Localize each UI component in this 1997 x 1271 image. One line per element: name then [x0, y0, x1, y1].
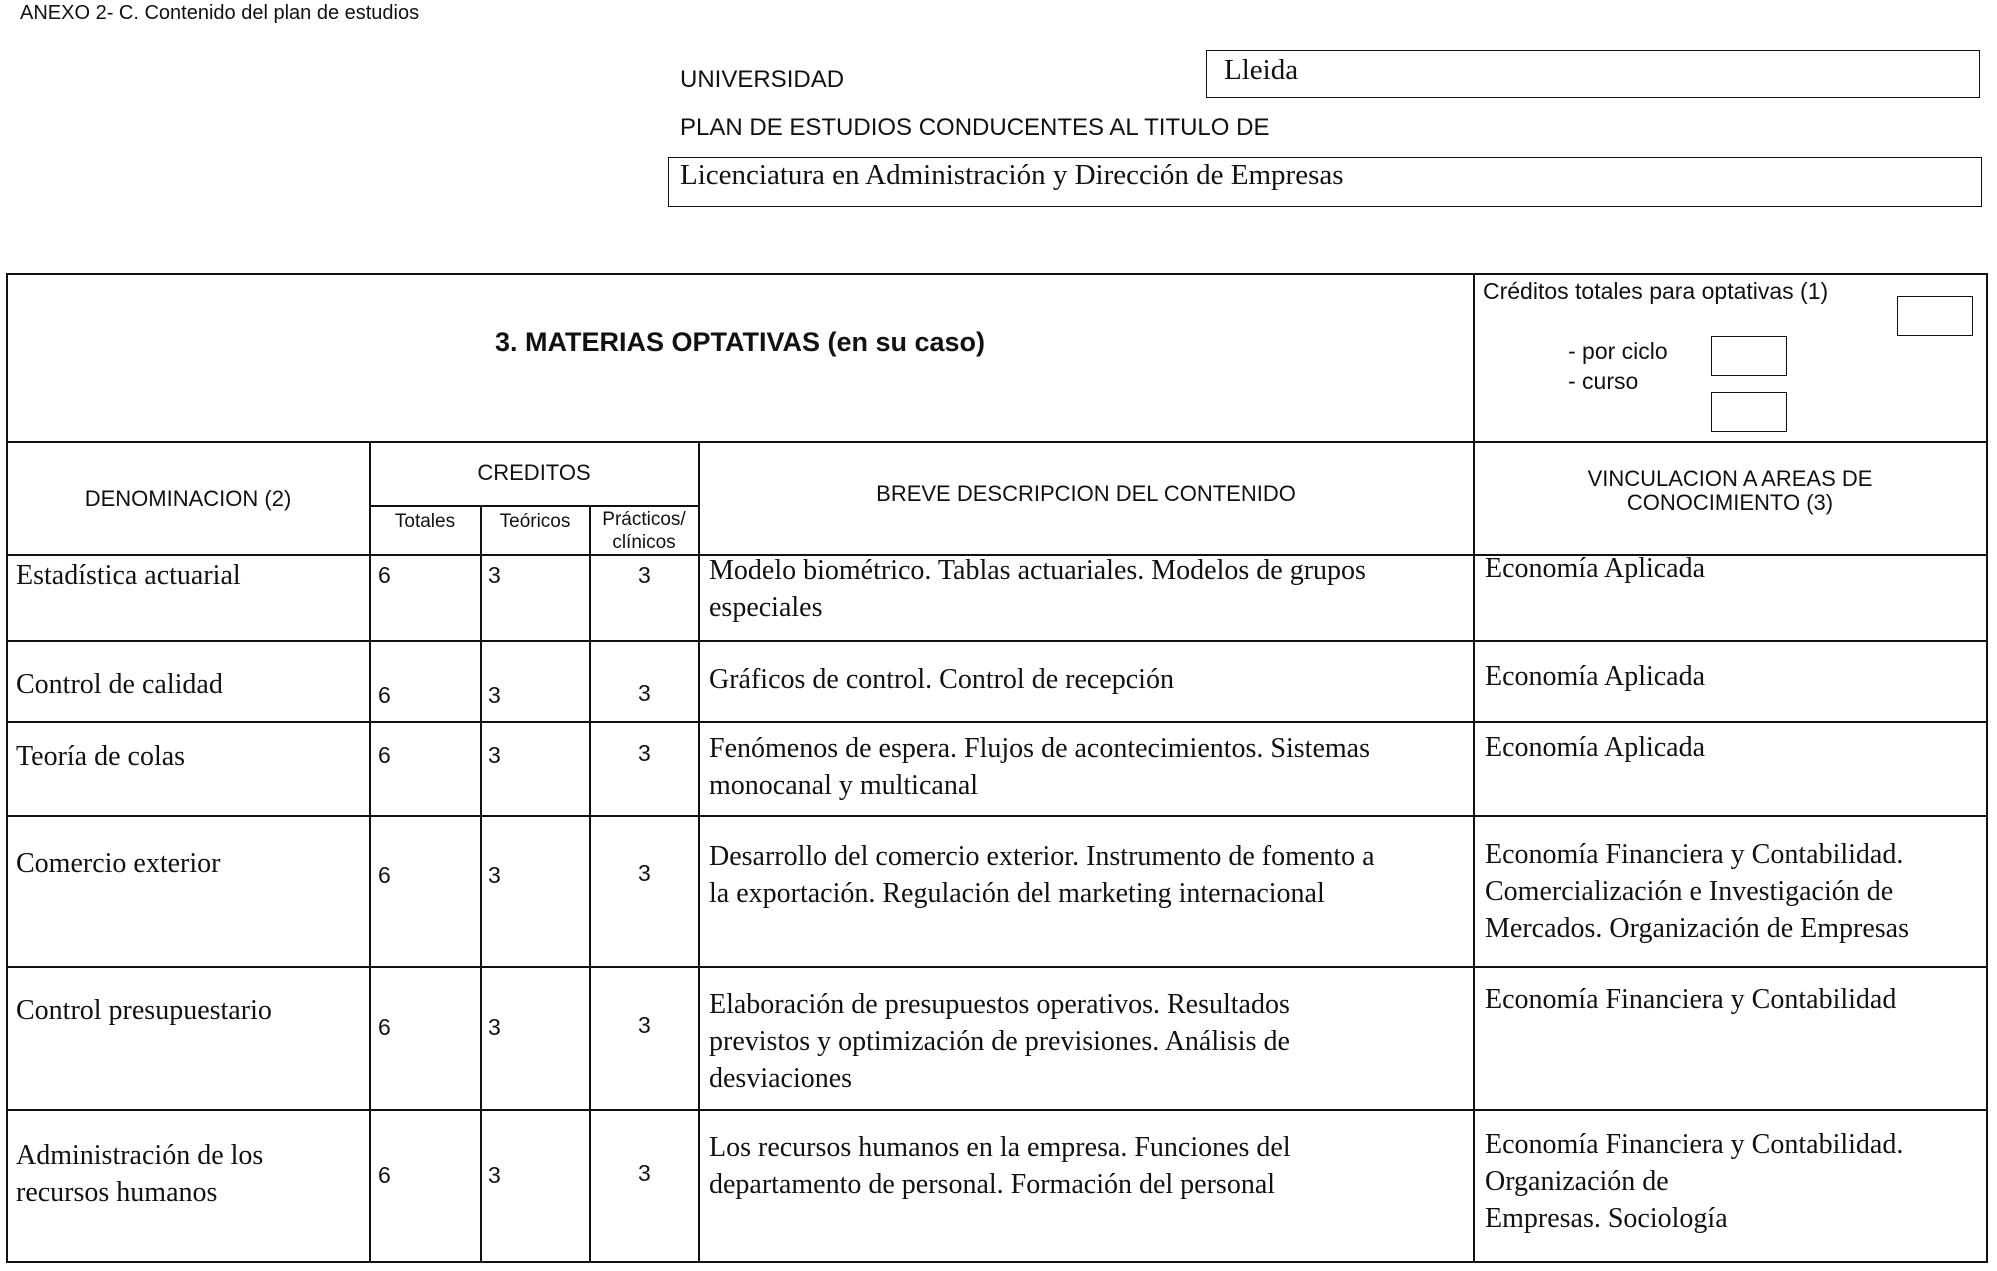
row-practicos: 3 [638, 680, 651, 706]
row-area-line3: Empresas. Sociología [1485, 1203, 1728, 1234]
row-name: Comercio exterior [16, 848, 221, 879]
row-teoricos: 3 [488, 562, 501, 588]
plan-label: PLAN DE ESTUDIOS CONDUCENTES AL TITULO DE [680, 114, 1270, 141]
degree-value: Licenciatura en Administración y Dirección de Empresas [680, 159, 1344, 191]
row-description-line2: la exportación. Regulación del marketing internacional [709, 878, 1325, 909]
header-denominacion: DENOMINACION (2) [84, 486, 292, 511]
header-creditos: CREDITOS [477, 460, 591, 485]
row-name: Estadística actuarial [16, 560, 241, 591]
row-teoricos: 3 [488, 862, 501, 888]
header-descripcion: BREVE DESCRIPCION DEL CONTENIDO [876, 481, 1296, 506]
row-practicos: 3 [638, 740, 651, 766]
row-description-line1: Fenómenos de espera. Flujos de acontecimientos. Sistemas [709, 733, 1370, 764]
row-description-line2: departamento de personal. Formación del personal [709, 1169, 1276, 1200]
row-name: Control presupuestario [16, 995, 272, 1026]
row-totales: 6 [378, 682, 391, 708]
row-practicos: 3 [638, 860, 651, 886]
row-totales: 6 [378, 562, 391, 588]
row-area-line1: Economía Financiera y Contabilidad [1485, 984, 1897, 1015]
course-box [1711, 392, 1787, 432]
per-cycle-box [1711, 336, 1787, 376]
row-teoricos: 3 [488, 682, 501, 708]
university-label: UNIVERSIDAD [680, 66, 845, 93]
university-box [1206, 50, 1980, 98]
university-value: Lleida [1224, 54, 1299, 86]
row-area-line1: Economía Aplicada [1485, 553, 1706, 584]
row-description-line3: desviaciones [709, 1063, 853, 1094]
row-totales: 6 [378, 742, 391, 768]
header-clinicos: clínicos [612, 532, 676, 553]
header-practicos: Prácticos/ [602, 509, 686, 530]
header-vinculacion-line2: CONOCIMIENTO (3) [1626, 490, 1834, 515]
header-totales: Totales [394, 511, 456, 532]
row-area-line3: Mercados. Organización de Empresas [1485, 913, 1909, 944]
section-title: 3. MATERIAS OPTATIVAS (en su caso) [494, 327, 986, 357]
row-description-line2: monocanal y multicanal [709, 770, 979, 801]
per-cycle-label: - por ciclo [1568, 338, 1668, 364]
row-area-line1: Economía Financiera y Contabilidad. [1485, 1129, 1904, 1160]
row-description-line1: Desarrollo del comercio exterior. Instrumento de fomento a [709, 841, 1375, 872]
row-practicos: 3 [638, 1012, 651, 1038]
row-area-line1: Economía Aplicada [1485, 661, 1706, 692]
course-label: - curso [1568, 368, 1639, 394]
row-area-line1: Economía Aplicada [1485, 732, 1706, 763]
row-description-line1: Los recursos humanos en la empresa. Funciones del [709, 1132, 1291, 1163]
row-practicos: 3 [638, 1160, 651, 1186]
row-description-line1: Elaboración de presupuestos operativos. Resultados [709, 989, 1290, 1020]
row-name: Control de calidad [16, 669, 223, 700]
row-teoricos: 3 [488, 1014, 501, 1040]
row-totales: 6 [378, 1162, 391, 1188]
header-teoricos: Teóricos [499, 511, 571, 532]
row-description-line2: especiales [709, 592, 823, 623]
total-credits-label: Créditos totales para optativas (1) [1483, 278, 1829, 304]
row-practicos: 3 [638, 562, 651, 588]
row-totales: 6 [378, 862, 391, 888]
row-name-line1: Administración de los [16, 1140, 264, 1171]
row-area-line2: Comercialización e Investigación de [1485, 876, 1894, 907]
header-vinculacion-line1: VINCULACION A AREAS DE [1587, 466, 1873, 491]
total-credits-box [1897, 296, 1973, 336]
row-description-line1: Modelo biométrico. Tablas actuariales. Modelos de grupos [709, 555, 1366, 586]
row-area-line1: Economía Financiera y Contabilidad. [1485, 839, 1904, 870]
row-area-line2: Organización de [1485, 1166, 1669, 1197]
annex-title: ANEXO 2- C. Contenido del plan de estudios [20, 2, 420, 24]
row-description-line1: Gráficos de control. Control de recepción [709, 664, 1174, 695]
row-totales: 6 [378, 1014, 391, 1040]
row-name: Teoría de colas [16, 741, 186, 772]
row-name-line2: recursos humanos [16, 1177, 218, 1208]
row-teoricos: 3 [488, 1162, 501, 1188]
row-teoricos: 3 [488, 742, 501, 768]
row-description-line2: previstos y optimización de previsiones. Análisis de [709, 1026, 1290, 1057]
